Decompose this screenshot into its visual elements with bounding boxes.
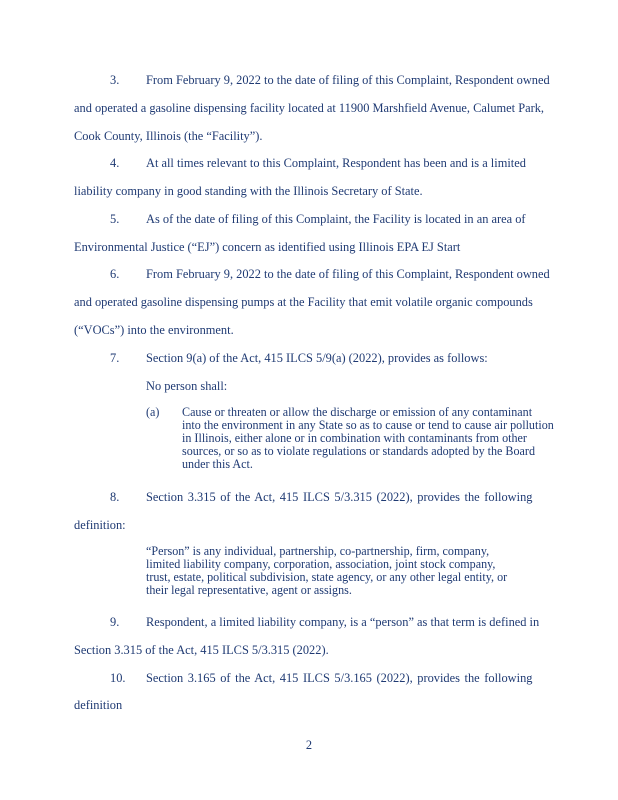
- paragraph-text-line: (“VOCs”) into the environment.: [74, 323, 234, 337]
- paragraph-text-line: definition: [74, 698, 123, 712]
- quote-line: sources, or so as to violate regulations or standards adopted by the Board: [182, 444, 535, 458]
- paragraph-number: 4.: [110, 156, 120, 170]
- paragraph-text-line: From February 9, 2022 to the date of filing of this Complaint, Respondent owned: [146, 73, 550, 87]
- quote-line: under this Act.: [182, 457, 253, 471]
- quote-line: Cause or threaten or allow the discharge or emission of any contaminant: [182, 405, 533, 419]
- quote-line: trust, estate, political subdivision, state agency, or any other legal entity, or: [146, 570, 508, 584]
- paragraph-number: 3.: [110, 73, 120, 87]
- page-number: 2: [305, 738, 313, 752]
- paragraph-number: 5.: [110, 212, 120, 226]
- paragraph-text-line: Cook County, Illinois (the “Facility”).: [74, 129, 263, 143]
- paragraph-text-line: Section 3.315 of the Act, 415 ILCS 5/3.315 (2022), provides the following: [146, 490, 533, 504]
- paragraph-text-line: From February 9, 2022 to the date of filing of this Complaint, Respondent owned: [146, 267, 550, 281]
- paragraph-text-line: liability company in good standing with the Illinois Secretary of State.: [74, 184, 423, 198]
- paragraph-text-line: Environmental Justice (“EJ”) concern as identified using Illinois EPA EJ Start: [74, 240, 461, 254]
- paragraph-text-line: Section 3.165 of the Act, 415 ILCS 5/3.165 (2022), provides the following: [146, 671, 533, 685]
- paragraph-text-line: Respondent, a limited liability company, is a “person” as that term is defined in: [146, 615, 540, 629]
- paragraph-number: 7.: [110, 351, 120, 365]
- paragraph-number: 6.: [110, 267, 120, 281]
- quote-line: in Illinois, either alone or in combination with contaminants from other: [182, 431, 527, 445]
- quote-line: “Person” is any individual, partnership, co-partnership, firm, company,: [146, 544, 490, 558]
- paragraph-text-line: Section 9(a) of the Act, 415 ILCS 5/9(a) (2022), provides as follows:: [146, 351, 488, 365]
- paragraph-text-line: As of the date of filing of this Complaint, the Facility is located in an area of: [146, 212, 526, 226]
- quote-line: into the environment in any State so as to cause or tend to cause air pollution: [182, 418, 554, 432]
- quote-line: limited liability company, corporation, association, joint stock company,: [146, 557, 496, 571]
- quote-intro: No person shall:: [146, 379, 228, 393]
- quote-item-label: (a): [146, 405, 160, 419]
- paragraph-text-line: definition:: [74, 518, 126, 532]
- quote-line: their legal representative, agent or assigns.: [146, 583, 352, 597]
- paragraph-text-line: and operated a gasoline dispensing facility located at 11900 Marshfield Avenue, Calumet Park,: [74, 101, 545, 115]
- paragraph-number: 8.: [110, 490, 120, 504]
- paragraph-number: 10.: [110, 671, 126, 685]
- paragraph-text-line: At all times relevant to this Complaint, Respondent has been and is a limited: [146, 156, 526, 170]
- paragraph-text-line: and operated gasoline dispensing pumps at the Facility that emit volatile organic compounds: [74, 295, 533, 309]
- paragraph-number: 9.: [110, 615, 120, 629]
- paragraph-text-line: Section 3.315 of the Act, 415 ILCS 5/3.315 (2022).: [74, 643, 329, 657]
